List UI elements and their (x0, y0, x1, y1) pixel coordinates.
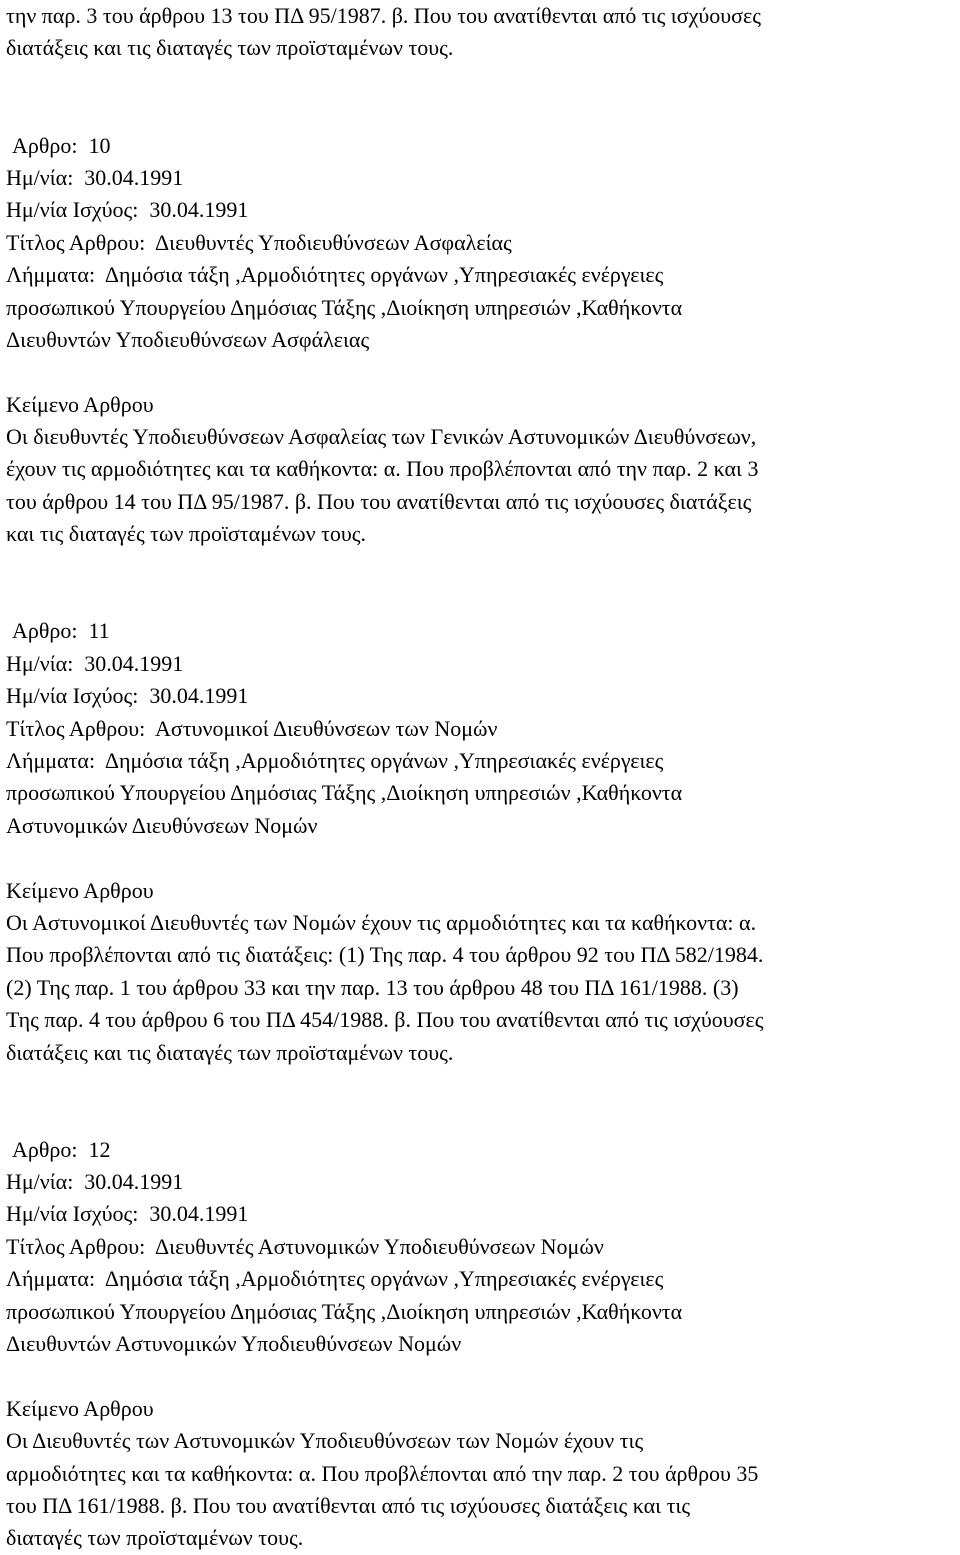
article-text-line: έχουν τις αρμοδιότητες και τα καθήκοντα: α. Που προβλέπονται από την παρ. 2 και 3 (6, 456, 759, 482)
article-heading: Αρθρο: 10 (12, 132, 111, 158)
article-text-line: διαταγές των προϊσταμένων τους. (6, 1525, 304, 1551)
blank-line (6, 1069, 956, 1101)
article-lemmata: προσωπικού Υπουργείου Δημόσιας Τάξης ,Διοίκηση υπηρεσιών ,Καθήκοντα (6, 294, 683, 320)
blank-line (6, 356, 956, 388)
blank-line (6, 583, 956, 615)
article-lemmata: Διευθυντών Υποδιευθύνσεων Ασφάλειας (6, 326, 370, 352)
article-effective-date: Ημ/νία Ισχύος: 30.04.1991 (6, 683, 249, 709)
article-10 (6, 130, 956, 551)
article-text-line: (2) Της παρ. 1 του άρθρου 33 και την παρ. 13 του άρθρου 48 του ΠΔ 161/1988. (3) (6, 974, 739, 1000)
article-lemmata: Λήμματα: Δημόσια τάξη ,Αρμοδιότητες οργάνων ,Υπηρεσιακές ενέργειες (6, 1266, 664, 1292)
text-line: διατάξεις και τις διαταγές των προϊσταμένων τους. (6, 35, 454, 61)
blank-line (6, 1101, 956, 1133)
article-text-line: και τις διαταγές των προϊσταμένων τους. (6, 521, 367, 547)
article-text-line: του ΠΔ 161/1988. β. Που του ανατίθενται από τις ισχύουσες διατάξεις και τις (6, 1492, 691, 1518)
article-lemmata: προσωπικού Υπουργείου Δημόσιας Τάξης ,Διοίκηση υπηρεσιών ,Καθήκοντα (6, 1298, 683, 1324)
text-line: την παρ. 3 του άρθρου 13 του ΠΔ 95/1987. β. Που του ανατίθενται από τις ισχύουσες (6, 3, 761, 28)
blank-line (6, 97, 956, 129)
article-text-line: διατάξεις και τις διαταγές των προϊσταμένων τους. (6, 1039, 454, 1065)
blank-line (6, 551, 956, 583)
article-title: Τίτλος Αρθρου: Διευθυντές Υποδιευθύνσεων Ασφαλείας (6, 229, 512, 255)
article-heading: Αρθρο: 12 (12, 1136, 111, 1162)
article-lemmata: Διευθυντών Αστυνομικών Υποδιευθύνσεων Νομών (6, 1331, 462, 1357)
article-lemmata: Αστυνομικών Διευθύνσεων Νομών (6, 812, 318, 838)
article-effective-date: Ημ/νία Ισχύος: 30.04.1991 (6, 1201, 249, 1227)
intro-text (6, 0, 956, 65)
article-date: Ημ/νία: 30.04.1991 (6, 164, 184, 190)
blank-line (6, 842, 956, 874)
article-11 (6, 615, 956, 1068)
article-title: Τίτλος Αρθρου: Διευθυντές Αστυνομικών Υποδιευθύνσεων Νομών (6, 1233, 604, 1259)
article-date: Ημ/νία: 30.04.1991 (6, 650, 184, 676)
article-effective-date: Ημ/νία Ισχύος: 30.04.1991 (6, 197, 249, 223)
article-text-line: του άρθρου 14 του ΠΔ 95/1987. β. Που του ανατίθενται από τις ισχύουσες διατάξεις (6, 488, 752, 514)
article-text-line: Της παρ. 4 του άρθρου 6 του ΠΔ 454/1988. β. Που του ανατίθενται από τις ισχύουσες (6, 1007, 764, 1033)
article-text-line: Οι διευθυντές Υποδιευθύνσεων Ασφαλείας των Γενικών Αστυνομικών Διευθύνσεων, (6, 424, 757, 450)
article-lemmata: Λήμματα: Δημόσια τάξη ,Αρμοδιότητες οργάνων ,Υπηρεσιακές ενέργειες (6, 747, 664, 773)
article-lemmata: Λήμματα: Δημόσια τάξη ,Αρμοδιότητες οργάνων ,Υπηρεσιακές ενέργειες (6, 262, 664, 288)
article-text-label: Κείμενο Αρθρου (6, 1395, 154, 1421)
article-text-line: Οι Διευθυντές των Αστυνομικών Υποδιευθύνσεων των Νομών έχουν τις (6, 1428, 644, 1454)
blank-line (6, 65, 956, 97)
article-title: Τίτλος Αρθρου: Αστυνομικοί Διευθύνσεων των Νομών (6, 715, 498, 741)
article-text-line: αρμοδιότητες και τα καθήκοντα: α. Που προβλέπονται από την παρ. 2 του άρθρου 35 (6, 1460, 759, 1486)
blank-line (6, 1360, 956, 1392)
article-heading: Αρθρο: 11 (12, 618, 110, 644)
article-date: Ημ/νία: 30.04.1991 (6, 1169, 184, 1195)
article-text-line: Οι Αστυνομικοί Διευθυντές των Νομών έχουν τις αρμοδιότητες και τα καθήκοντα: α. (6, 909, 757, 935)
article-12 (6, 1134, 956, 1555)
article-text-label: Κείμενο Αρθρου (6, 877, 154, 903)
article-lemmata: προσωπικού Υπουργείου Δημόσιας Τάξης ,Διοίκηση υπηρεσιών ,Καθήκοντα (6, 780, 683, 806)
article-text-label: Κείμενο Αρθρου (6, 391, 154, 417)
document-page (6, 0, 956, 1555)
article-text-line: Που προβλέπονται από τις διατάξεις: (1) Της παρ. 4 του άρθρου 92 του ΠΔ 582/1984. (6, 942, 764, 968)
